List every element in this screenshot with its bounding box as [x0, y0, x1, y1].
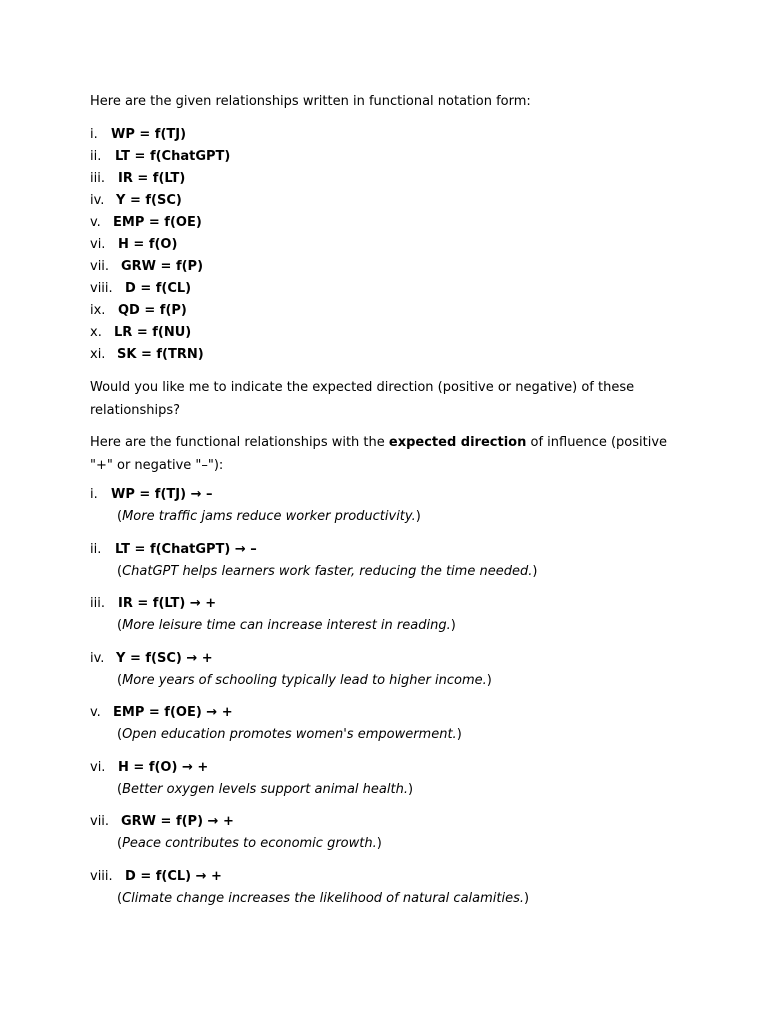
direction-heading — [90, 431, 680, 477]
item-number: vi. — [90, 237, 106, 252]
item-expression: Y = f(SC) — [116, 193, 182, 208]
item-note: (More leisure time can increase interest in reading.) — [117, 618, 456, 633]
list-item — [90, 147, 230, 169]
list-item — [90, 257, 230, 279]
item-number: xi. — [90, 347, 106, 362]
heading-post: of influence (positive "+" or negative "–"): — [90, 435, 668, 473]
heading-pre: Here are the functional relationships with the — [90, 435, 389, 450]
direction-list — [90, 485, 537, 921]
item-number: ii. — [90, 541, 102, 557]
item-number: vi. — [90, 759, 106, 775]
item-number: v. — [90, 705, 101, 720]
item-number: iii. — [90, 596, 105, 611]
item-note: (Better oxygen levels support animal health.) — [117, 781, 414, 797]
item-expression: WP = f(TJ) → – — [111, 487, 213, 502]
note-text: Climate change increases the likelihood of natural calamities. — [122, 890, 525, 906]
note-text: More traffic jams reduce worker productivity. — [122, 509, 416, 524]
item-number: i. — [90, 127, 98, 142]
item-note: (More years of schooling typically lead to higher income.) — [117, 672, 492, 688]
list-item — [90, 649, 537, 704]
item-note: (Open education promotes women's empowerment.) — [117, 727, 462, 742]
list-item — [90, 703, 537, 758]
item-number: iv. — [90, 193, 105, 208]
item-number: v. — [90, 215, 101, 230]
item-number: x. — [90, 325, 102, 340]
item-expression: WP = f(TJ) — [111, 127, 187, 142]
item-number: viii. — [90, 868, 113, 884]
item-expression: LT = f(ChatGPT) — [115, 149, 231, 164]
item-expression: EMP = f(OE) → + — [113, 705, 233, 720]
list-item — [90, 812, 537, 867]
note-text: Better oxygen levels support animal health. — [122, 781, 408, 797]
list-item — [90, 279, 230, 301]
list-item — [90, 758, 537, 813]
relationship-list — [90, 125, 230, 367]
item-expression: D = f(CL) — [125, 281, 192, 296]
item-expression: H = f(O) — [118, 237, 178, 252]
item-number: ix. — [90, 303, 106, 318]
note-text: ChatGPT helps learners work faster, reducing the time needed. — [122, 563, 533, 579]
list-item — [90, 323, 230, 345]
item-expression: EMP = f(OE) — [113, 215, 202, 230]
list-item — [90, 125, 230, 147]
item-number: iv. — [90, 650, 105, 666]
question-text: Would you like me to indicate the expected direction (positive or negative) of these relationships? — [90, 380, 635, 418]
item-number: vii. — [90, 259, 110, 274]
list-item — [90, 485, 537, 540]
list-item — [90, 594, 537, 649]
list-item — [90, 540, 537, 595]
item-expression: Y = f(SC) → + — [116, 650, 213, 666]
item-note: (ChatGPT helps learners work faster, reducing the time needed.) — [117, 563, 538, 579]
item-number: i. — [90, 487, 98, 502]
note-text: More years of schooling typically lead to higher income. — [122, 672, 487, 688]
item-number: viii. — [90, 281, 113, 296]
list-item — [90, 301, 230, 323]
intro-text: Here are the given relationships written in functional notation form: — [90, 94, 531, 109]
item-expression: LT = f(ChatGPT) → – — [115, 541, 257, 557]
item-note: (More traffic jams reduce worker productivity.) — [117, 509, 421, 524]
note-text: Peace contributes to economic growth. — [122, 836, 377, 851]
item-expression: IR = f(LT) — [118, 171, 186, 186]
list-item — [90, 867, 537, 922]
item-number: vii. — [90, 814, 110, 829]
item-expression: SK = f(TRN) — [117, 347, 204, 362]
list-item — [90, 345, 230, 367]
item-number: iii. — [90, 171, 105, 186]
item-expression: QD = f(P) — [118, 303, 187, 318]
item-expression: H = f(O) → + — [118, 759, 209, 775]
item-number: ii. — [90, 149, 102, 164]
item-expression: GRW = f(P) → + — [121, 814, 234, 829]
list-item — [90, 191, 230, 213]
list-item — [90, 169, 230, 191]
item-expression: IR = f(LT) → + — [118, 596, 217, 611]
item-expression: D = f(CL) → + — [125, 868, 222, 884]
note-text: More leisure time can increase interest in reading. — [122, 618, 451, 633]
list-item — [90, 235, 230, 257]
item-expression: LR = f(NU) — [114, 325, 192, 340]
item-note: (Climate change increases the likelihood of natural calamities.) — [117, 890, 530, 906]
list-item — [90, 213, 230, 235]
item-note: (Peace contributes to economic growth.) — [117, 836, 382, 851]
note-text: Open education promotes women's empowerment. — [122, 727, 457, 742]
heading-bold: expected direction — [388, 435, 527, 450]
item-expression: GRW = f(P) — [121, 259, 204, 274]
